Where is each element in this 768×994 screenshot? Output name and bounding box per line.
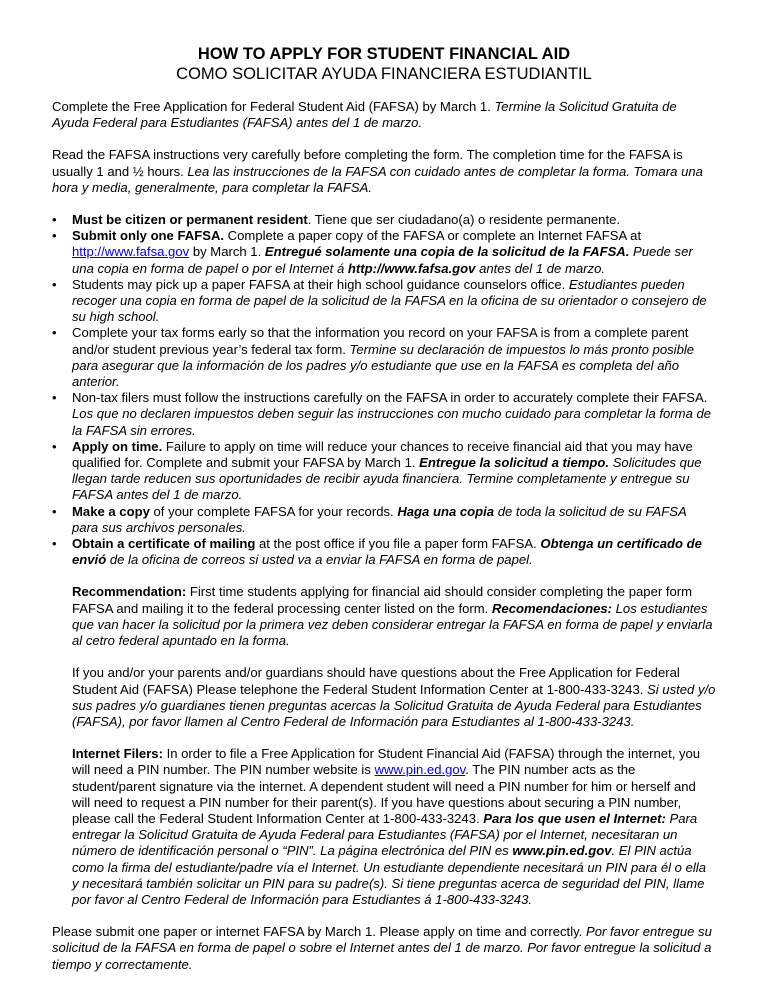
certificate-spanish-bold: Obtenga un certificado de envió <box>72 536 702 568</box>
apply-on-time-bold: Apply on time. <box>72 438 163 454</box>
page-subtitle-spanish: COMO SOLICITAR AYUDA FINANCIERA ESTUDIANTIL <box>176 65 592 83</box>
pin-website-link[interactable]: www.pin.ed.gov <box>374 762 466 778</box>
one-fafsa-spanish: Puede ser una copia en forma de papel o por el Internet á <box>72 244 693 276</box>
make-copy-spanish-bold: Haga una copia <box>397 503 495 519</box>
list-item-make-copy <box>52 504 716 536</box>
list-item-tax-forms <box>52 325 716 390</box>
recommendation-paragraph <box>72 584 716 649</box>
questions-paragraph <box>72 665 716 730</box>
bullet-glyph: • <box>52 276 57 292</box>
internet-filers-text-spanish-2: . El PIN actúa como la firma del estudiante/padre vía el Internet. Un estudiante dependiente necesitará un PIN para él o ella y necesitará también solicitar un PIN para su padre(s). Si tiene preguntas acerca de seguridad del PIN, llame por favor al Centro Federal de Información para Estudiantes á 1-800-433-3243. <box>72 843 706 907</box>
intro-paragraph-2 <box>52 147 716 196</box>
bullet-glyph: • <box>52 536 57 552</box>
internet-filers-text-1: In order to file a Free Application for Student Financial Aid (FAFSA) through the internet, you will need a PIN number. The PIN number website is <box>72 746 701 778</box>
certificate-bold: Obtain a certificate of mailing <box>72 536 256 552</box>
one-fafsa-text: Complete a paper copy of the FAFSA or complete an Internet FAFSA at <box>224 228 642 244</box>
citizen-text: . Tiene que ser ciudadano(a) o residente permanente. <box>307 212 621 228</box>
citizen-bold: Must be citizen or permanent resident <box>72 212 308 228</box>
tax-forms-text: Complete your tax forms early so that the information you record on your FAFSA is from a complete parent and/or student previous year’s federal tax form. <box>72 325 689 357</box>
fafsa-link[interactable]: http://www.fafsa.gov <box>72 244 190 260</box>
recommendation-label-spanish: Recomendaciones: <box>491 600 613 616</box>
page-title: HOW TO APPLY FOR STUDENT FINANCIAL AID <box>197 45 571 63</box>
internet-filers-label: Internet Filers: <box>72 746 163 762</box>
internet-filers-text-2: . The PIN number acts as the student/parent signature via the internet. A dependent student will need a PIN number for him or herself and will need to request a PIN number for their parent(s). If you have questions about securing a PIN number, please call the Federal Student Information Center at 1-800-433-3243. <box>72 762 696 826</box>
closing-text-spanish: Por favor entregue su solicitud de la FAFSA en forma de papel o sobre el Internet antes del 1 de marzo. Por favor entregue la solicitud a tiempo y correctamente. <box>52 924 712 972</box>
list-item-one-fafsa <box>52 228 716 277</box>
tax-forms-spanish: Termine su declaración de impuestos lo más pronto posible para asegurar que la información de los padres y/o estudiante que use en la FAFSA es completa del año anterior. <box>72 341 695 390</box>
one-fafsa-text-2: by March 1. <box>189 244 265 260</box>
apply-on-time-text: Failure to apply on time will reduce your chances to receive financial aid that you may have qualified for. Complete and submit your FAFSA by March 1. <box>72 438 693 471</box>
paper-fafsa-text: Students may pick up a paper FAFSA at their high school guidance counselors office. <box>72 276 569 292</box>
pin-website-spanish: www.pin.ed.gov <box>512 843 612 859</box>
one-fafsa-spanish-2: antes del 1 de marzo. <box>475 260 605 276</box>
intro-paragraph-1 <box>52 99 716 131</box>
list-item-paper-fafsa <box>52 277 716 326</box>
certificate-text: at the post office if you file a paper form FAFSA. <box>255 536 541 552</box>
bullet-glyph: • <box>52 325 57 341</box>
one-fafsa-spanish-bold: Entregué solamente una copia de la solicitud de la FAFSA. <box>264 244 630 260</box>
make-copy-spanish: de toda la solicitud de su FAFSA para sus archivos personales. <box>72 503 687 535</box>
one-fafsa-spanish-url: http://www.fafsa.gov <box>347 260 476 276</box>
apply-on-time-spanish: Solicitudes que llegan tarde reducen sus oportunidades de recibir ayuda financiera. Termine completamente y entregue su FAFSA antes del 1 de marzo. <box>72 455 702 503</box>
internet-filers-label-spanish: Para los que usen el Internet: <box>483 810 666 826</box>
internet-filers-paragraph <box>72 746 716 908</box>
certificate-spanish: de la oficina de correos si usted va a enviar la FAFSA en forma de papel. <box>106 552 533 568</box>
apply-on-time-spanish-bold: Entregue la solicitud a tiempo. <box>419 455 610 471</box>
non-tax-text: Non-tax filers must follow the instructions carefully on the FAFSA in order to accurately complete their FAFSA. <box>72 390 708 406</box>
intro-1-english: Complete the Free Application for Federal Student Aid (FAFSA) by March 1. <box>52 99 491 114</box>
bullet-glyph: • <box>52 503 57 519</box>
one-fafsa-bold: Submit only one FAFSA. <box>72 228 225 244</box>
list-item-certificate <box>52 536 716 568</box>
questions-text: If you and/or your parents and/or guardians should have questions about the Free Application for Federal Student Aid (FAFSA) Please telephone the Federal Student Information Center at 1-800-433-3243. <box>72 665 680 697</box>
list-item-non-tax-filers <box>52 390 716 439</box>
bullet-glyph: • <box>52 438 57 454</box>
non-tax-spanish: Los que no declaren impuestos deben seguir las instrucciones con mucho cuidado para completar la forma de la FAFSA sin errores. <box>72 406 712 438</box>
list-item-citizen <box>52 212 716 228</box>
internet-filers-text-spanish-1: Para entregar la Solicitud Gratuita de Ayuda Federal para Estudiantes (FAFSA) por el Internet, necesitaran un número de identificación personal o “PIN”. La página electrónica del PIN es <box>72 810 698 859</box>
bullet-glyph: • <box>52 390 57 406</box>
intro-2-spanish: Lea las instrucciones de la FAFSA con cuidado antes de completar la forma. Tomara una hora y media, generalmente, para completar la FAFSA. <box>52 163 703 195</box>
list-item-apply-on-time <box>52 439 716 504</box>
intro-2-english: Read the FAFSA instructions very carefully before completing the form. The completion time for the FAFSA is usually 1 and ½ hours. <box>52 147 683 179</box>
recommendation-label: Recommendation: <box>72 584 187 600</box>
bullet-glyph: • <box>52 228 57 244</box>
closing-paragraph <box>52 924 716 973</box>
bullet-glyph: • <box>52 212 57 228</box>
intro-1-spanish: Termine la Solicitud Gratuita de Ayuda Federal para Estudiantes (FAFSA) antes del 1 de marzo. <box>52 99 677 131</box>
recommendation-text: First time students applying for financial aid should consider completing the paper form FAFSA and mailing it to the federal processing center listed on the form. <box>72 584 693 616</box>
requirements-list <box>52 212 716 568</box>
make-copy-bold: Make a copy <box>72 503 150 519</box>
recommendation-text-spanish: Los estudiantes que van hacer la solicitud por la primera vez deben considerar entregar la FAFSA en forma de papel y enviarla al cetro federal apuntado en la forma. <box>72 600 713 649</box>
paper-fafsa-spanish: Estudiantes pueden recoger una copia en forma de papel de la solicitud de la FAFSA en la oficina de su orientador o consejero de su high school. <box>72 276 707 325</box>
make-copy-text: of your complete FAFSA for your records. <box>149 503 398 519</box>
questions-text-spanish: Si usted y/o sus padres y/o guardianes tienen preguntas acercas la Solicitud Gratuita de Ayuda Federal para Estudiantes (FAFSA), por favor llamen al Centro Federal de Información para Estudiantes al 1-800-433-3243. <box>72 681 716 729</box>
closing-text: Please submit one paper or internet FAFSA by March 1. Please apply on time and correctly. <box>52 924 583 940</box>
